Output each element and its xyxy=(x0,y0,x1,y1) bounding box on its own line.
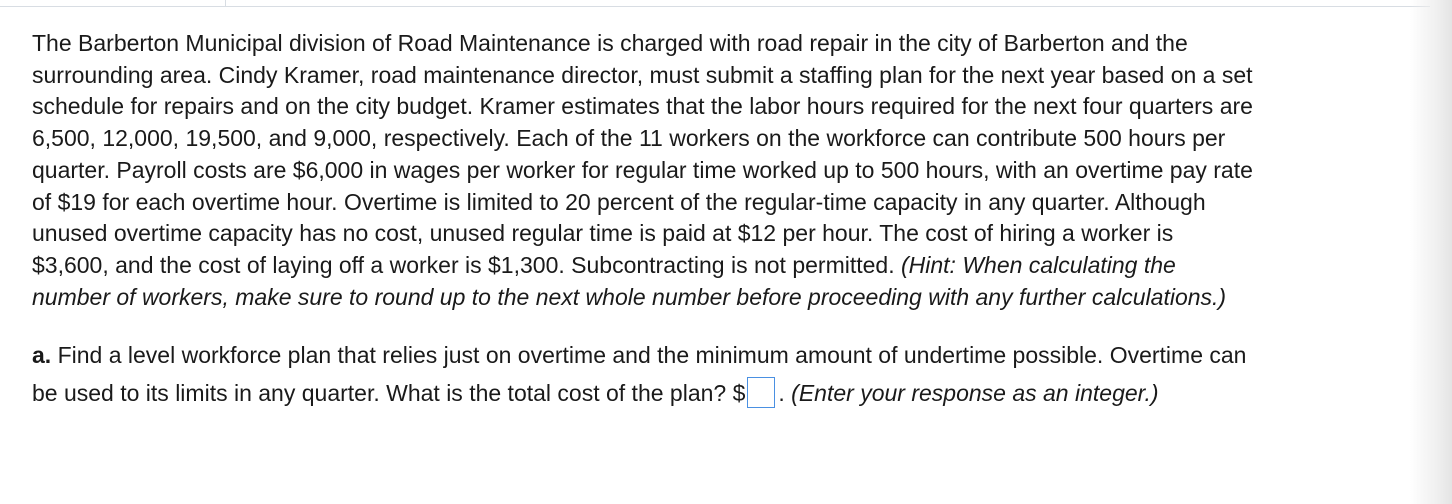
question-text: Find a level workforce plan that relies just on overtime and the minimum amount of undertime possible. Overtime can be used to its limits in any quarter. What is the total cost of the plan? $ xyxy=(32,342,1247,407)
answer-instruction: (Enter your response as an integer.) xyxy=(791,380,1159,407)
header-divider xyxy=(0,6,1430,7)
header-divider-tick xyxy=(225,0,226,7)
scrollbar-shadow xyxy=(1410,0,1452,504)
question-panel xyxy=(32,28,1422,412)
part-label: a. xyxy=(32,342,52,369)
problem-hint: (Hint: When calculating the number of workers, make sure to round up to the next whole number before proceeding with any further calculations.) xyxy=(32,251,1227,310)
answer-input[interactable] xyxy=(747,377,775,408)
answer-suffix: . xyxy=(778,380,792,407)
problem-statement xyxy=(32,28,1422,313)
problem-body: The Barberton Municipal division of Road Maintenance is charged with road repair in the city of Barberton and the surrounding area. Cindy Kramer, road maintenance director, must submit a staffing plan for the next year based on a set schedule for repairs and on the city budget. Kramer estimates that the labor hours required for the next four quarters are 6,500, 12,000, 19,500, and 9,000, respectively. Each of the 11 workers on the workforce can contribute 500 hours per quarter. Payroll costs are $6,000 in wages per worker for regular time worked up to 500 hours, with an overtime pay rate of $19 for each overtime hour. Overtime is limited to 20 percent of the regular-time capacity in any quarter. Although unused overtime capacity has no cost, unused regular time is paid at $12 per hour. The cost of hiring a worker is $3,600, and the cost of laying off a worker is $1,300. Subcontracting is not permitted. xyxy=(32,30,1253,278)
question-part-a xyxy=(32,336,1422,412)
